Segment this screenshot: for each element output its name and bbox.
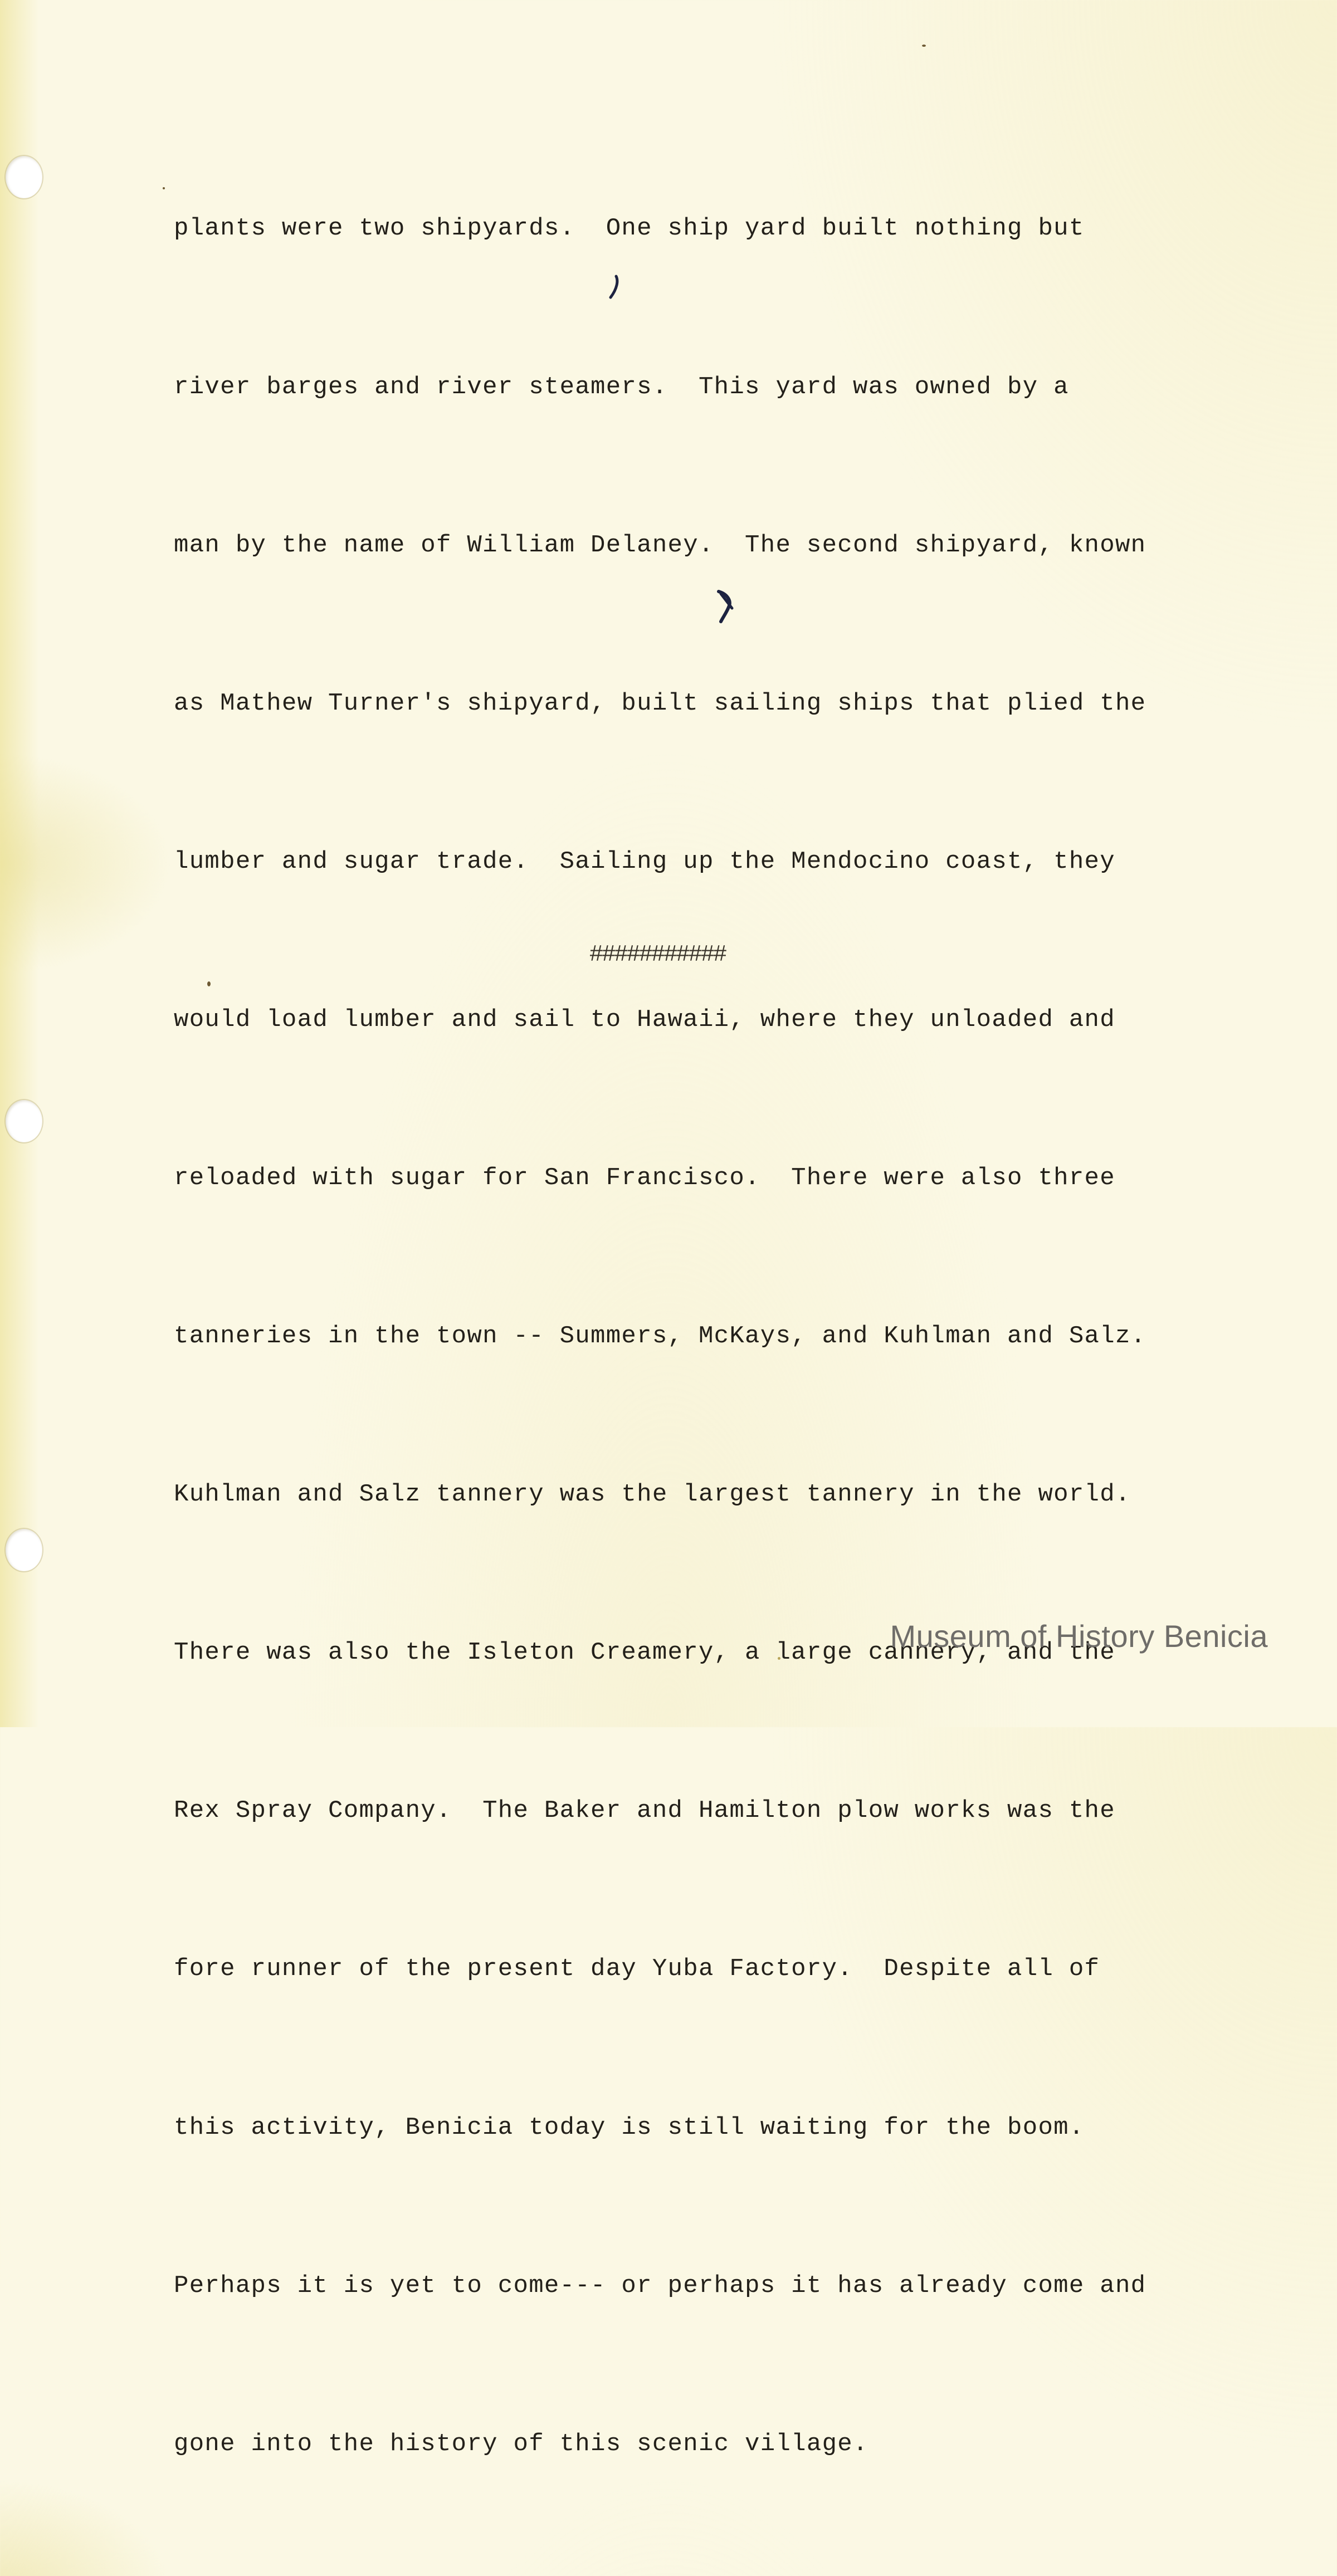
text-line: Kuhlman and Salz tannery was the largest tannery in the world.: [174, 1480, 1131, 1509]
paper-speck: [163, 187, 165, 189]
text-line: There was also the Isleton Creamery, a large cannery, and the: [174, 1639, 1115, 1667]
text-line: reloaded with sugar for San Francisco. There were also three: [174, 1164, 1115, 1192]
text-line: Rex Spray Company. The Baker and Hamilton plow works was the: [174, 1797, 1115, 1825]
text-line: fore runner of the present day Yuba Factory. Despite all of: [174, 1955, 1100, 1983]
punch-hole: [6, 1100, 42, 1142]
punch-hole: [6, 156, 42, 198]
pen-comma-correction: [606, 273, 623, 301]
pen-comma-correction: [715, 588, 738, 624]
text-line: would load lumber and sail to Hawaii, where they unloaded and: [174, 1005, 1115, 1034]
paper-speck: [922, 45, 926, 47]
text-line: river barges and river steamers. This yard was owned by a: [174, 373, 1069, 401]
text-line: lumber and sugar trade. Sailing up the Mendocino coast, they: [174, 847, 1115, 876]
end-mark-text: ###########: [589, 941, 726, 968]
end-of-text-mark: [0, 941, 1337, 968]
page-edge-yellowing: [0, 0, 39, 1727]
text-line: Perhaps it is yet to come--- or perhaps it has already come and: [174, 2271, 1146, 2300]
text-line: this activity, Benicia today is still waiting for the boom.: [174, 2113, 1085, 2142]
punch-hole: [6, 1529, 42, 1571]
text-line: tanneries in the town -- Summers, McKays, and Kuhlman and Salz.: [174, 1322, 1146, 1351]
typewritten-body: [174, 97, 1243, 2576]
museum-watermark: Museum of History Benicia: [890, 1619, 1268, 1654]
text-line: man by the name of William Delaney. The second shipyard, known: [174, 531, 1146, 559]
text-line: gone into the history of this scenic village.: [174, 2430, 868, 2458]
text-line: plants were two shipyards. One ship yard built nothing but: [174, 214, 1085, 243]
text-line: as Mathew Turner's shipyard, built sailing ships that plied the: [174, 689, 1146, 717]
